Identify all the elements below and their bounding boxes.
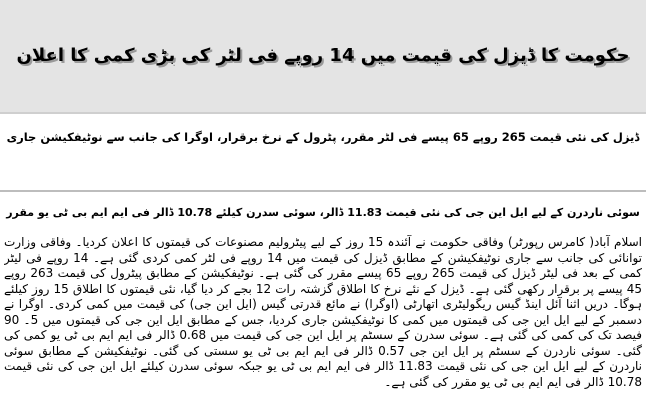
divider: [0, 190, 646, 192]
headline: حکومت کا ڈیزل کی قیمت میں 14 روپے فی لٹر کی بڑی کمی کا اعلان: [16, 45, 630, 66]
subheadline-lng: سوئی ناردرن کے لیے ایل این جی کی نئی قیمت 11.83 ڈالر، سوئی سدرن کیلئے 10.78 ڈالر فی ایم ایم بی ٹی یو مقرر: [0, 196, 646, 230]
subheadline-diesel: ڈیزل کی نئی قیمت 265 روپے 65 پیسے فی لٹر مقرر، پٹرول کے نرخ برقرار، اوگرا کی جانب سے نوٹیفکیشن جاری: [6, 130, 640, 144]
headline-banner: [0, 0, 646, 114]
article-body: اسلام آباد( کامرس رپورٹر) وفاقی حکومت نے آئندہ 15 روز کے لیے پیٹرولیم مصنوعات کی قیمتوں کا اعلان کردیا۔ وفاقی وزارت توانائی کی جانب سے جاری نوٹیفکیشن کے مطابق ڈیزل کی قیمت میں 14 روپے فی لٹر کمی کردی گئی ہے۔ 14 روپے فی لیٹر کمی کے بعد فی لیٹر ڈیزل کی قیمت 265 روپے 65 پیسے مقرر کی گئی ہے۔ نوٹیفکیشن کے مطابق پیٹرول کی قیمت 263 روپے 45 پیسے پر برقرار رکھی گئی ہے۔ ڈیزل کے نئے نرخ کا اطلاق گزشتہ رات 12 بجے کر دیا گیا، نئی قیمتوں کا اطلاق 15 روز کیلئے ہوگا۔ دریں اثنا آئل اینڈ گیس ریگولیٹری اتھارٹی (اوگرا) نے مائع قدرتی گیس (ایل این جی) کی قیمت میں کمی کردی۔ اوگرا نے دسمبر کے لیے ایل این جی کی قیمتوں میں کمی کا نوٹیفکیشن جاری کردیا، جس کے مطابق ایل این جی کی قیمتوں میں 5۔ 90 فیصد تک کی کمی کی گئی ہے۔ سوئی سدرن کے سسٹم پر ایل این جی کی قیمت میں 0.68 ڈالر فی ایم ایم بی ٹی یو کمی کی گئی۔ سوئی ناردرن کے سسٹم پر ایل این جی 0.57 ڈالر فی ایم ایم بی ٹی یو سستی کی گئی۔ نوٹیفکیشن کے مطابق سوئی ناردرن کے لیے ایل این جی کی نئی قیمت 11.83 ڈالر فی ایم ایم بی ٹی یو جبکہ سوئی سدرن کیلئے ایل این جی کی نئی قیمت 10.78 ڈالر فی ایم ایم بی ٹی یو مقرر کی گئی ہے۔: [4, 235, 642, 389]
